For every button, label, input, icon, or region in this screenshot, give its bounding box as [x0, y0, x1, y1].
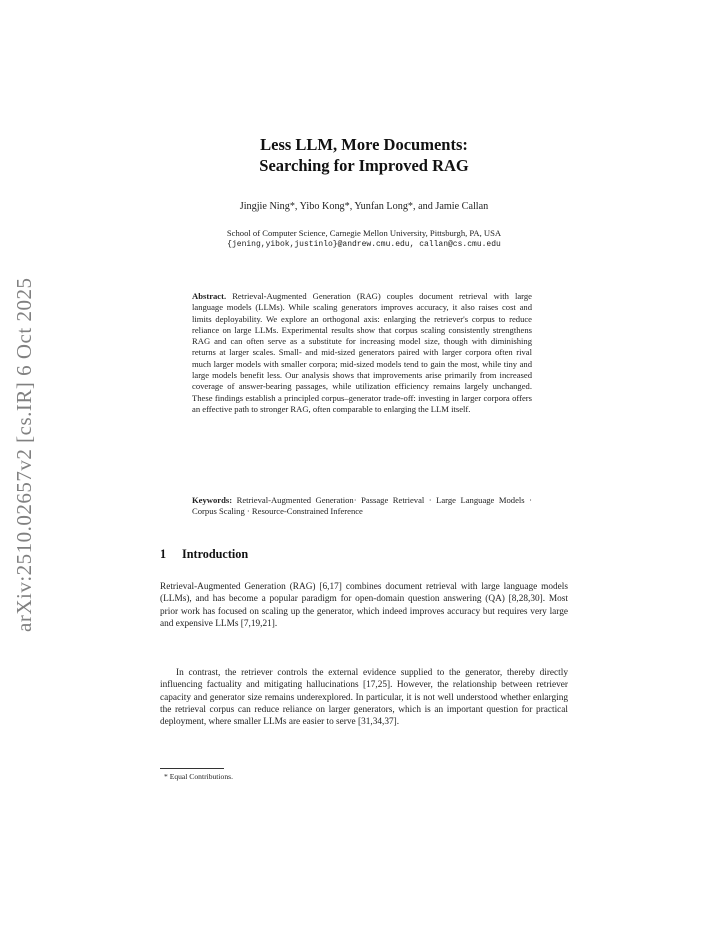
- keywords: [192, 495, 532, 518]
- keywords-text: Retrieval-Augmented Generation· Passage Retrieval · Large Language Models · Corpus Scaling · Resource-Constrained Inference: [192, 495, 532, 517]
- affiliation: School of Computer Science, Carnegie Mellon University, Pittsburgh, PA, USA: [226, 228, 502, 238]
- intro-paragraph-1: Retrieval-Augmented Generation (RAG) [6,17] combines document retrieval with large language models (LLMs), and has become a popular paradigm for open-domain question answering (QA) [8,28,30]. Most prior work has focused on scaling up the generator, which indeed improves accuracy but requires very large and expensive LLMs [7,19,21].: [160, 582, 568, 629]
- author-emails: {jening,yibok,justinlo}@andrew.cmu.edu, callan@cs.cmu.edu: [227, 240, 501, 249]
- title-line-1: Less LLM, More Documents:: [260, 135, 468, 154]
- abstract-text: Retrieval-Augmented Generation (RAG) couples document retrieval with large language models (LLMs). While scaling generators improves accuracy, it also raises cost and limits deployability. We explore an orthogonal axis: enlarging the retriever's corpus to reduce reliance on large LLMs. Experimental results show that corpus scaling consistently strengthens RAG and can often serve as a substitute for increasing model size, though with diminishing returns at larger scales. Small- and mid-sized generators paired with larger corpora often rival much larger models with smaller corpora; mid-sized models tend to gain the most, while tiny and large models benefit less. Our analysis shows that improvements arise primarily from increased coverage of answer-bearing passages, while utilization efficiency remains largely unchanged. These findings establish a principled corpus–generator trade-off: investing in larger corpora offers an effective path to stronger RAG, often comparable to enlarging the LLM itself.: [192, 291, 532, 414]
- footnote: * Equal Contributions.: [164, 772, 233, 781]
- arxiv-identifier: arXiv:2510.02657v2 [cs.IR] 6 Oct 2025: [12, 277, 36, 633]
- abstract-label: Abstract.: [192, 291, 227, 301]
- abstract: [192, 291, 532, 415]
- affiliation-block: [160, 227, 568, 251]
- author-list: Jingjie Ning*, Yibo Kong*, Yunfan Long*, and Jamie Callan: [239, 201, 489, 212]
- footnote-divider: [160, 768, 224, 769]
- section-heading-introduction: [160, 547, 248, 562]
- keywords-label: Keywords:: [192, 495, 233, 505]
- paper-title: [160, 134, 568, 176]
- title-line-2: Searching for Improved RAG: [259, 156, 469, 175]
- intro-paragraph-2: In contrast, the retriever controls the external evidence supplied to the generator, thereby directly influencing factuality and mitigating hallucinations [17,25]. However, the relationship between retriever capacity and generator size remains underexplored. In particular, it is not well understood whether enlarging the retrieval corpus can reduce reliance on larger generators, which is an important question for practical deployment, where smaller LLMs are easier to serve [31,34,37].: [160, 668, 568, 728]
- section-title: Introduction: [182, 547, 249, 561]
- section-number: 1: [160, 547, 167, 561]
